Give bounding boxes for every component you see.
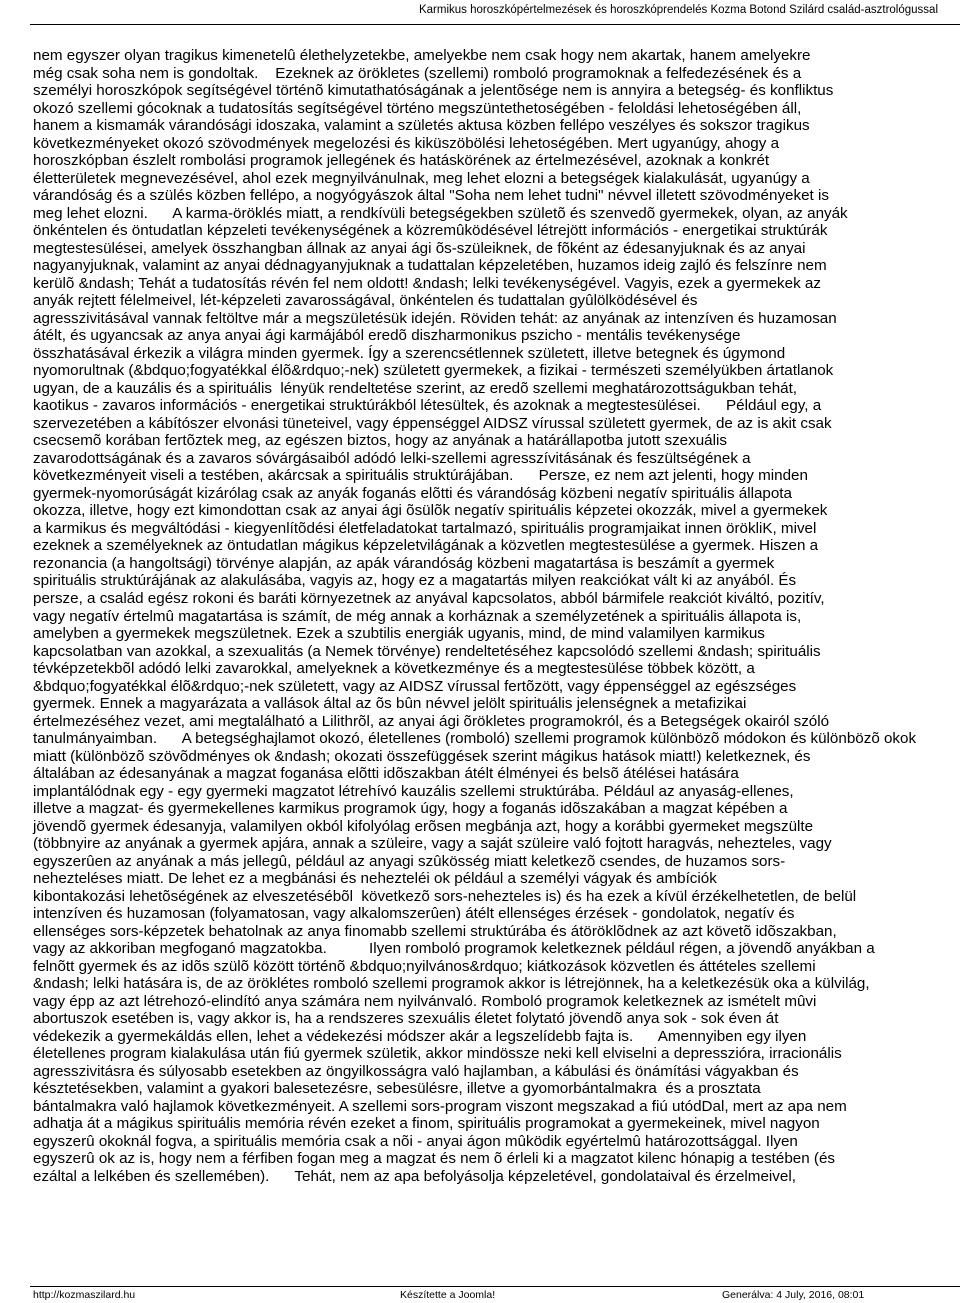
body-text-line: ezeknek a személyeknek az öntudatlan mágikus képzeletvilágának a közvetlen megtestesülése a gyermek. Hiszen a (33, 537, 819, 555)
body-text-line: a karmikus és megváltódási - kiegyenlítõdési életfeladatokat tartalmazó, spirituális programjaikat innen örökliK, mivel (33, 519, 817, 537)
body-text-line: általában az édesanyának a magzat foganása elõtti idõszakban átélt élményei és belsõ átélései hatására (33, 765, 739, 783)
body-text-line: következményeket okozó szövodmények megelozési és kiküszöbölési lehetoségében. Mert ugyanúgy, ahogy a (33, 134, 780, 152)
body-text-line: amelyben a gyermekek megszületnek. Ezek a szubtilis energiák ugyanis, mind, de mind valamilyen karmikus (33, 625, 765, 643)
body-text-line: (többnyire az anyának a gyermek apjára, annak a szüleire, vagy a saját szüleire való fojtott haragvás, nehezteles, vagy (33, 835, 832, 853)
body-text-line: még csak soha nem is gondoltak. Ezeknek az örökletes (szellemi) romboló programoknak a felfedezésének és a (33, 64, 802, 82)
body-text-line: ugyan, de a kauzális és a spirituális lényük rendeltetése szerint, az eredõ szellemi meghatározottságukban tehát, (33, 379, 798, 397)
body-text-line: kaotikus - zavaros információs - energetikai struktúrákból létesültek, és azoknak a megtestesülései. Például egy, a (33, 397, 822, 415)
body-text-line: várandóság és a szülés közben fellépo, a nogyógyászok által "Soha nem lehet tudni" névvel illetett szövodményeket is (33, 187, 829, 205)
body-text-line: &bdquo;fogyatékkal élõ&rdquo;-nek született, vagy az AIDSZ vírussal fertõzött, vagy éppenséggel az egészséges (33, 677, 797, 695)
body-text-line: anyák rejtett félelmeivel, lét-képzeleti zavarosságával, önkéntelen és tudattalan gyûlölködésével és (33, 292, 698, 310)
body-text-line: horoszkópban észlelt rombolási programok jellegének és hatáskörének az értelmezésével, azoknak a konkrét (33, 152, 770, 170)
body-text-line: abortuszok esetében is, vagy akkor is, ha a rendszeres szexuális életet folytató jövendõ anya sok - sok éven át (33, 1010, 779, 1028)
body-text-line: tanulmányaimban. A betegséghajlamot okozó, életellenes (romboló) szellemi programok különbözõ módokon és különbözõ okok (33, 730, 917, 748)
body-text-line: kerülõ &ndash; Tehát a tudatosítás révén fel nem oldott! &ndash; lelki tevékenységével. Vagyis, ezek a gyermekek az (33, 274, 821, 292)
body-text-line: nehezteléses miatt. De lehet ez a megbánási és nehezteléi ok például a személyi vágyak és ambíciók (33, 870, 717, 888)
body-text-line: persze, a család egész rokoni és baráti környezetnek az anyával kapcsolatos, abból bármifele reakciót kiváltó, pozitív, (33, 589, 825, 607)
body-text-line: gyermek. Ennek a magyarázata a vallások által az õs bûn névvel jelölt spirituális jelenségnek a metafizikai (33, 695, 747, 713)
body-text-line: spirituális struktúrájának az alakulásába, vagyis az, hogy ez a magatartás milyen reakciókat vált ki az anyából. És (33, 572, 797, 590)
body-text-line: &ndash; lelki hatására is, de az öröklétes romboló szellemi programok akkor is létrejönnek, ha a keletkezésük oka a külvilág, (33, 975, 870, 993)
body-text-line: egyszerûen az anyának a más jellegû, például az anyagi szûkösség miatt keletkezõ csendes, de huzamos sors- (33, 852, 786, 870)
body-text-line: személyi horoszkópok segítségével történõ kimutathatóságának a jelentõsége nem is annyira a betegség- és konfliktus (33, 82, 834, 100)
footer-divider (30, 1286, 960, 1287)
body-text-line: megtestesülései, amelyek összhangban állnak az anyai ági õs-szüleiknek, de fõként az édesanyjuknak és az anyai (33, 239, 806, 257)
body-text-line: vagy negatív értelmû magatartása is számít, de még annak a korháznak a személyzetének a spirituális állapota is, (33, 607, 802, 625)
body-text-line: egyszerû okoknál fogva, a spirituális memória csak a nõi - anyai ágon mûködik egyértelmû határozottsággal. Ilyen (33, 1132, 798, 1150)
body-text-line: védekezik a gyermekáldás ellen, lehet a védekezési módszer akár a legszelídebb fajta is. Amennyiben egy ilyen (33, 1027, 807, 1045)
body-text-line: következményeit viseli a testében, akárcsak a spirituális struktúrájában. Persze, ez nem azt jelenti, hogy minden (33, 467, 808, 485)
body-text-line: zavarodottságának és a zavaros sóvárgásaiból adódó lelki-szellemi agresszívitásának és feszültségének a (33, 449, 751, 467)
body-text-line: adhatja át a mágikus spirituális memória révén ezeket a finom, spirituális programokat a gyermekeinek, mivel nagyon (33, 1115, 820, 1133)
body-text-line: vagy az akkoriban megfoganó magzatokba. Ilyen romboló programok keletkeznek például régen, a jövendõ anyákban a (33, 940, 875, 958)
body-text-line: tévképzetekbõl adódó lelki zavarokkal, amelyeknek a következménye és a megtestesülése többek között, a (33, 660, 755, 678)
body-text-line: gyermek-nyomorúságát kizárólag csak az anyák foganás elõtti és várandóság közbeni negatív spirituális állapota (33, 484, 792, 502)
body-text-line: agresszivitásra és súlyosabb esetekben az öngyilkosságra való hajlamban, a kábulási és önámítási vágyakban és (33, 1062, 799, 1080)
body-text-line: meg lehet elozni. A karma-öröklés miatt, a rendkívüli betegségekben születõ és szenvedõ gyermekek, olyan, az anyák (33, 204, 848, 222)
body-text-line: vagy épp az azt létrehozó-elindító anya számára nem nyilvánvaló. Romboló programok keletkeznek az ismételt mûvi (33, 992, 817, 1010)
body-text-line: életellenes program kialakulása után fiú gyermek születik, akkor mindössze neki kell elviselni a depresszióra, irracionális (33, 1045, 842, 1063)
body-text-line: okozza, illetve, hogy ezt kimondottan csak az anyai ági õsülõk negatív spirituális képzetei okozzák, mivel a gyermekek (33, 502, 828, 520)
body-text-line: szervezetében a kábítószer elvonási tüneteivel, vagy éppenséggel AIDSZ vírussal született gyermek, de az is akit csak (33, 414, 832, 432)
body-text-line: agresszivitásával vannak feltöltve már a megszületésük idején. Röviden tehát: az anyának az intenzíven és huzamosan (33, 309, 837, 327)
body-text-line: nagyanyjuknak, valamint az anyai dédnagyanyjuknak a tudattalan képzeletében, huzamos ideig zajló és felszínre nem (33, 257, 827, 275)
body-text-line: késztetésekben, valamint a gyakori balesetezésre, sebesülésre, illetve a gyomorbántalmakra és a prosztata (33, 1080, 761, 1098)
body-text-line: nyomorultnak (&bdquo;fogyatékkal élõ&rdquo;-nek) született gyermekek, a fizikai - természeti személyükben ártatlanok (33, 362, 834, 380)
footer-generated-date: Generálva: 4 July, 2016, 08:01 (722, 1289, 865, 1301)
body-text-line: miatt (különbözõ szövõdményes ok &ndash; okozati összefüggések szerint mágikus hatások miatt!) keletkeznek, és (33, 747, 811, 765)
body-text-line: ezáltal a lelkében és szellemében). Tehát, nem az apa befolyásolja képzeletével, gondolataival és érzelmeivel, (33, 1168, 796, 1185)
body-text-line: kibontakozási lehetõségének az elveszetésébõl következõ sors-nehezteles is) és ha ezek a kívül érzékelhetetlen, de belül (33, 887, 857, 905)
page-header-title: Karmikus horoszkópértelmezések és horoszkóprendelés Kozma Botond Szilárd család-asztrológussal (418, 4, 938, 16)
body-text-line: okozó szellemi gócoknak a tudatosítás segítségével történo megszüntethetoségében - feloldási lehetoségében áll, (33, 99, 802, 117)
body-text-line: egyszerû ok az is, hogy nem a férfiben fogan meg a magzat és nem õ érleli ki a magzatot kilenc hónapig a testében (és (33, 1150, 836, 1168)
body-text-line: felnõtt gyermek és az idõs szülõ között történõ &bdquo;nyilvános&rdquo; kiátkozások közvetlen és áttételes szellemi (33, 957, 816, 975)
body-text-line: illetve a magzat- és gyermekellenes karmikus programok úgy, hogy a foganás idõszakában a magzat képében a (33, 800, 788, 818)
body-text-line: intenzíven és huzamosan (folyamatosan, vagy alkalomszerûen) átélt ellenséges érzések - gondolatok, negatív és (33, 905, 795, 923)
body-text-line: átélt, és ugyancsak az anya anyai ági karmájából eredõ diszharmonikus pszicho - mentális tevékenysége (33, 327, 741, 345)
body-text-line: csecsemõ korában fertõztek meg, az egészen biztos, hogy az anyának a határállapotba jutott szexuális (33, 432, 727, 450)
body-text-line: jövendõ gyermek édesanyja, valamilyen okból kifolyólag erõsen megbánja azt, hogy a korábbi gyermeket megszülte (33, 817, 814, 835)
body-text-line: kapcsolatban van azokkal, a szexualitás (a Nemek törvénye) rendeltetéséhez kapcsolódó szellemi &ndash; spirituális (33, 642, 821, 660)
body-text-line: összhatásával érkezik a világra minden gyermek. Így a szerencsétlennek született, illetve betegnek és úgymond (33, 344, 786, 362)
body-text-line: implantálódnak egy - egy gyermeki magzatot létrehívó kauzális szellemi struktúrába. Például az anyaság-ellenes, (33, 782, 794, 800)
footer-credit: Készítette a Joomla! (400, 1289, 496, 1301)
article-body (33, 47, 960, 1186)
body-text-line: életterületek megnevezésével, ahol ezek megnyilvánulnak, meg lehet elozni a betegségek kialakulását, ugyanúgy a (33, 169, 810, 187)
body-text-line: értelmezéséhez vezet, ami megtalálható a Lilithrõl, az anyai ági õrökletes programokról, és a Betegségek okairól szóló (33, 712, 830, 730)
footer-site-url[interactable]: http://kozmaszilard.hu (33, 1289, 136, 1301)
body-text-line: bántalmakra való hajlamok következményeit. A szellemi sors-program viszont megszakad a fiú utódDal, mert az apa nem (33, 1097, 847, 1115)
header-divider (30, 24, 960, 25)
body-text-line: ellenséges sors-képzetek behatolnak az anya finomabb szellemi struktúrába és átöröklõdnek az azt követõ idõszakban, (33, 922, 837, 940)
body-text-line: hanem a kismamák várandósági idoszaka, valamint a születés aktusa közben fellépo veszélyes és sokszor tragikus (33, 117, 810, 135)
body-text-line: nem egyszer olyan tragikus kimenetelû élethelyzetekbe, amelyekbe nem csak hogy nem akartak, hanem amelyekre (33, 47, 811, 64)
body-text-line: önkéntelen és öntudatlan képzeleti tevékenységének a közremûködésével létrejött információs - energetikai struktúrák (33, 222, 828, 240)
body-text-line: rezonancia (a hangoltsági) törvénye alapján, az apák várandóság közbeni magatartása is beszámít a gyermek (33, 554, 775, 572)
